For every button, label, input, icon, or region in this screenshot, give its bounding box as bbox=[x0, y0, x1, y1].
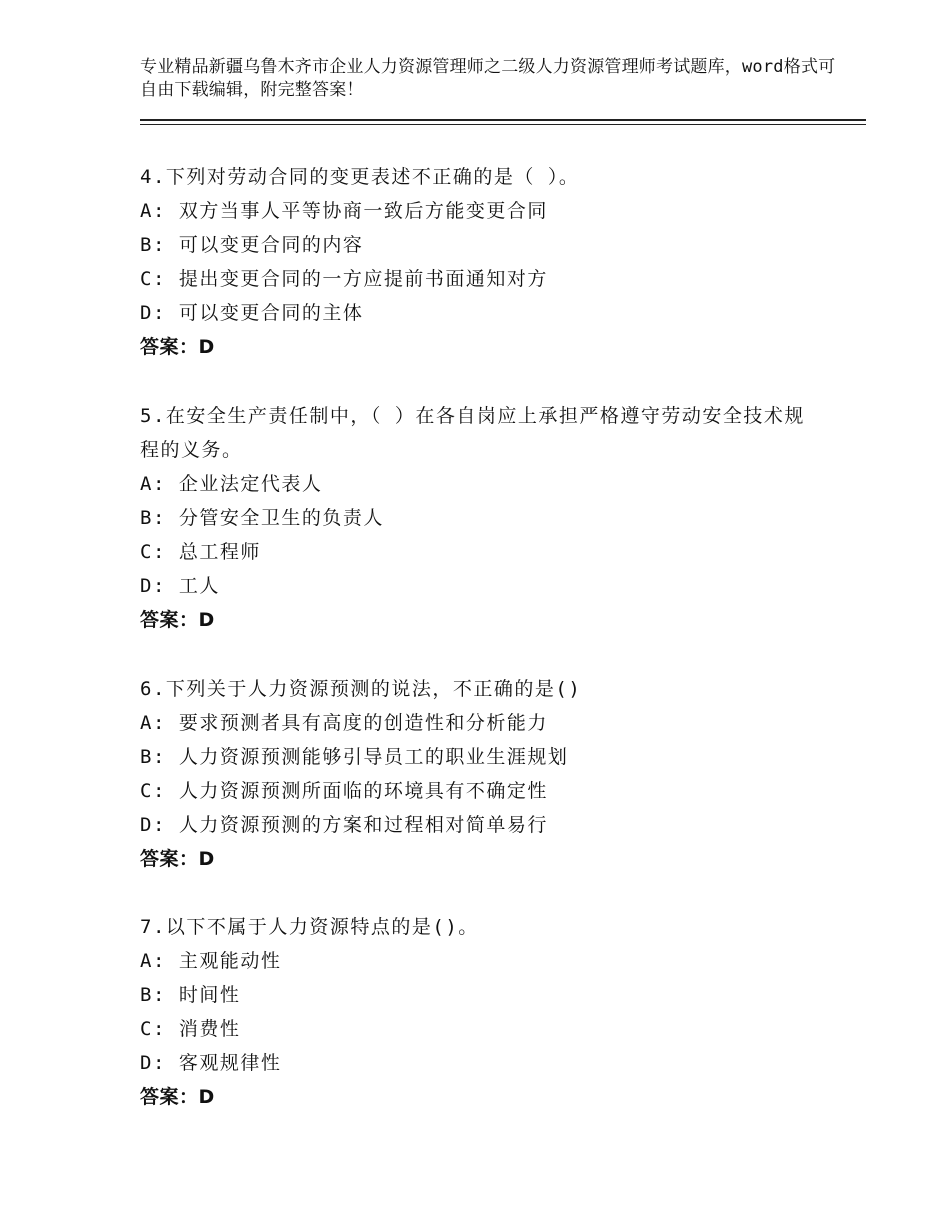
option-b: B: 人力资源预测能够引导员工的职业生涯规划 bbox=[140, 746, 569, 768]
option-c: C: 提出变更合同的一方应提前书面通知对方 bbox=[140, 268, 548, 290]
option-d: D: 可以变更合同的主体 bbox=[140, 302, 364, 324]
option-b: B: 时间性 bbox=[140, 984, 241, 1006]
option-d: D: 人力资源预测的方案和过程相对简单易行 bbox=[140, 814, 548, 836]
question-stem: 4.下列对劳动合同的变更表述不正确的是（ ）。 bbox=[140, 166, 580, 188]
question-4 bbox=[140, 160, 820, 364]
option-a: A: 双方当事人平等协商一致后方能变更合同 bbox=[140, 200, 548, 222]
answer: 答案：D bbox=[140, 609, 215, 631]
option-c: C: 总工程师 bbox=[140, 541, 261, 563]
question-5 bbox=[140, 399, 820, 637]
option-a: A: 企业法定代表人 bbox=[140, 473, 323, 495]
header-rule-thick bbox=[140, 119, 866, 121]
question-stem: 5.在安全生产责任制中，（ ）在各自岗应上承担严格遵守劳动安全技术规程的义务。 bbox=[140, 405, 805, 461]
document-header: 专业精品新疆乌鲁木齐市企业人力资源管理师之二级人力资源管理师考试题库，word格式可自由下载编辑，附完整答案！ bbox=[140, 57, 836, 100]
option-a: A: 主观能动性 bbox=[140, 950, 282, 972]
question-stem: 6.下列关于人力资源预测的说法，不正确的是() bbox=[140, 678, 582, 700]
question-stem: 7.以下不属于人力资源特点的是()。 bbox=[140, 916, 479, 938]
header-rule-thin bbox=[140, 124, 866, 125]
option-c: C: 人力资源预测所面临的环境具有不确定性 bbox=[140, 780, 548, 802]
option-d: D: 客观规律性 bbox=[140, 1052, 282, 1074]
answer: 答案：D bbox=[140, 848, 215, 870]
question-7 bbox=[140, 910, 820, 1114]
option-a: A: 要求预测者具有高度的创造性和分析能力 bbox=[140, 712, 548, 734]
answer: 答案：D bbox=[140, 1086, 215, 1108]
answer: 答案：D bbox=[140, 336, 215, 358]
option-c: C: 消费性 bbox=[140, 1018, 241, 1040]
option-b: B: 可以变更合同的内容 bbox=[140, 234, 364, 256]
question-6 bbox=[140, 672, 820, 876]
option-b: B: 分管安全卫生的负责人 bbox=[140, 507, 384, 529]
option-d: D: 工人 bbox=[140, 575, 220, 597]
